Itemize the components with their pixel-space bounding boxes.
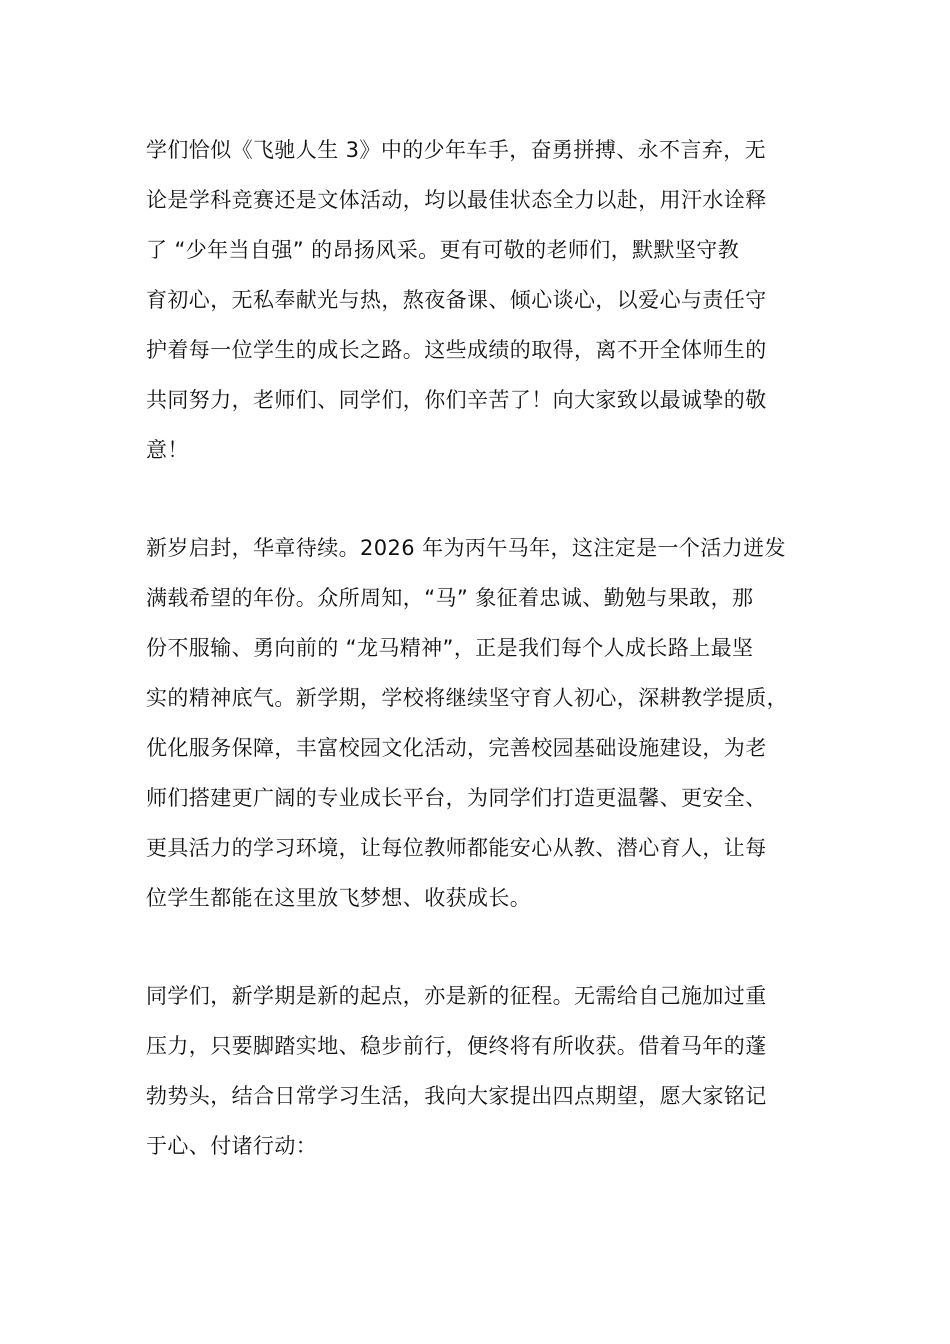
text-line: 师们搭建更广阔的专业成长平台，为同学们打造更温馨、更安全、 (146, 786, 767, 810)
text-line: 更具活力的学习环境，让每位教师都能安心从教、潜心育人，让每 (146, 836, 767, 860)
text-line: 满载希望的年份。众所周知，“马” 象征着忠诚、勤勉与果敢，那 (146, 586, 754, 610)
text-line: 优化服务保障，丰富校园文化活动，完善校园基础设施建设，为老 (146, 736, 767, 760)
text-line: 于心、付诸行动： (146, 1134, 318, 1158)
text-line: 意！ (146, 438, 189, 462)
text-line: 实的精神底气。新学期，学校将继续坚守育人初心，深耕教学提质， (146, 686, 788, 710)
text-line: 论是学科竞赛还是文体活动，均以最佳状态全力以赴，用汗水诠释 (146, 188, 767, 212)
text-line: 压力，只要脚踏实地、稳步前行，便终将有所收获。借着马年的蓬 (146, 1034, 767, 1058)
text-line: 份不服输、勇向前的 “龙马精神”，正是我们每个人成长路上最坚 (146, 636, 754, 660)
text-line: 新岁启封，华章待续。2026 年为丙午马年，这注定是一个活力迸发 (146, 536, 786, 560)
text-line: 学们恰似《飞驰人生 3》中的少年车手，奋勇拼搏、永不言弃，无 (146, 138, 767, 162)
text-line: 位学生都能在这里放飞梦想、收获成长。 (146, 886, 532, 910)
text-line: 育初心，无私奉献光与热，熬夜备课、倾心谈心，以爱心与责任守 (146, 288, 767, 312)
text-line: 了 “少年当自强” 的昂扬风采。更有可敬的老师们，默默坚守教 (146, 238, 740, 262)
text-line: 护着每一位学生的成长之路。这些成绩的取得，离不开全体师生的 (146, 338, 767, 362)
text-line: 勃势头，结合日常学习生活，我向大家提出四点期望，愿大家铭记 (146, 1084, 767, 1108)
text-line: 同学们，新学期是新的起点，亦是新的征程。无需给自己施加过重 (146, 984, 767, 1008)
text-line: 共同努力，老师们、同学们，你们辛苦了！向大家致以最诚挚的敬 (146, 388, 767, 412)
